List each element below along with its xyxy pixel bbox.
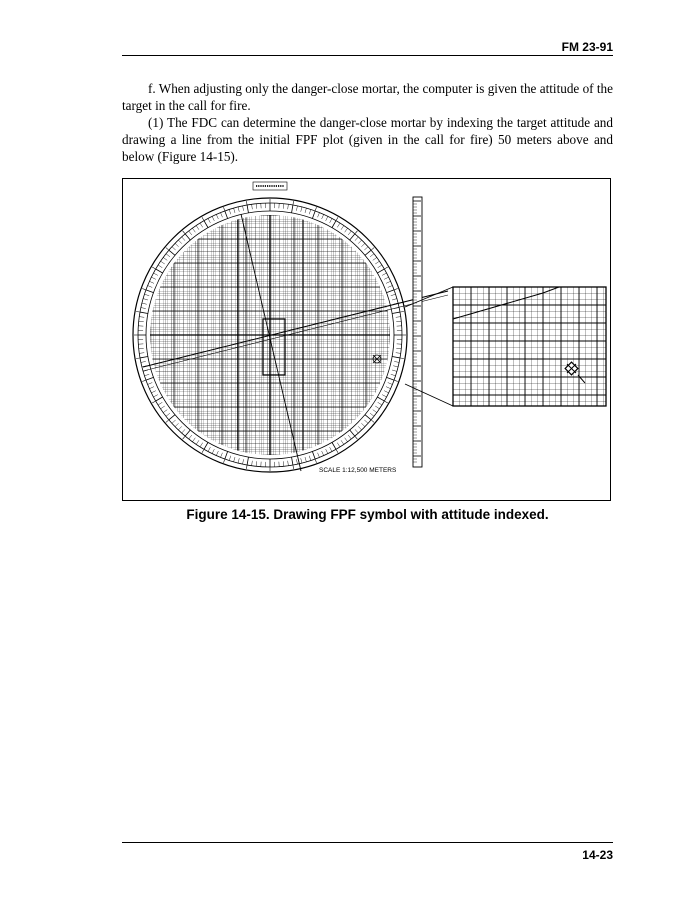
scale-label: SCALE 1:12,500 METERS — [319, 467, 397, 474]
page-number: 14-23 — [582, 848, 613, 862]
enlarged-inset-grid — [453, 287, 606, 406]
paragraph-1: (1) The FDC can determine the danger-close mortar by indexing the target attitude and drawing a line from the initial FPF plot (given in the call for fire) 50 meters above and below (Figure 14-15). — [122, 115, 613, 164]
body-text — [122, 80, 613, 165]
range-scale-ruler — [413, 197, 422, 467]
plotting-board-disc — [133, 182, 448, 479]
figure-frame — [122, 178, 611, 501]
plotting-board-illustration — [123, 179, 610, 500]
footer-rule — [122, 842, 613, 843]
manual-code: FM 23-91 — [561, 40, 613, 54]
figure-caption: Figure 14-15. Drawing FPF symbol with attitude indexed. — [186, 507, 549, 522]
header-rule — [122, 55, 613, 56]
paragraph-f: f. When adjusting only the danger-close mortar, the computer is given the attitude of the target in the call for fire. — [122, 81, 613, 113]
